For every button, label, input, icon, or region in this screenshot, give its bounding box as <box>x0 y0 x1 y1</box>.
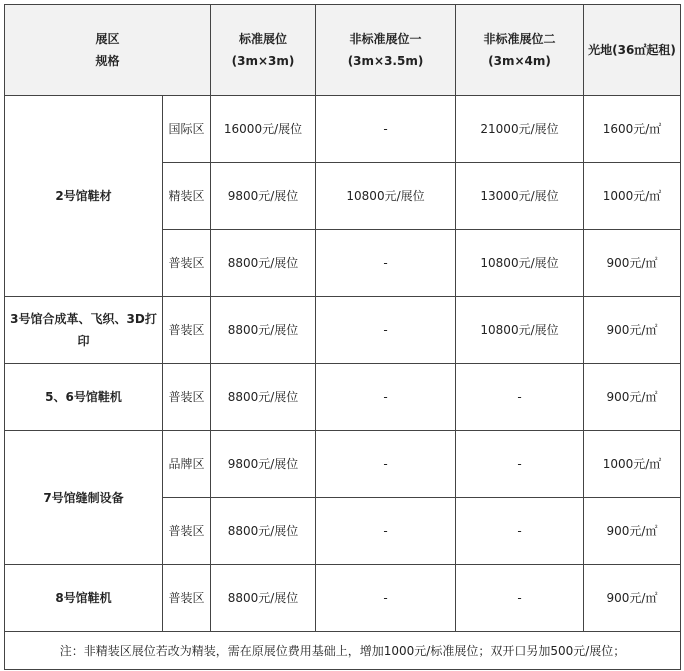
hall-group: 2号馆鞋材 <box>5 96 163 297</box>
price-cell: - <box>456 431 584 498</box>
price-cell: 10800元/展位 <box>316 163 456 230</box>
price-cell: 900元/㎡ <box>584 498 681 565</box>
table-row <box>5 431 681 498</box>
price-cell: 8800元/展位 <box>211 297 316 364</box>
price-cell: - <box>456 364 584 431</box>
price-cell: 13000元/展位 <box>456 163 584 230</box>
price-cell: 900元/㎡ <box>584 230 681 297</box>
hall-group: 5、6号馆鞋机 <box>5 364 163 431</box>
zone-cell: 普装区 <box>163 565 211 632</box>
zone-cell: 普装区 <box>163 297 211 364</box>
price-cell: 900元/㎡ <box>584 565 681 632</box>
table-row <box>5 565 681 632</box>
price-cell: - <box>316 297 456 364</box>
corner-label-zone: 展区 <box>95 32 120 46</box>
table-row <box>5 297 681 364</box>
price-cell: - <box>316 431 456 498</box>
price-cell: - <box>316 230 456 297</box>
price-cell: - <box>316 364 456 431</box>
zone-cell: 普装区 <box>163 230 211 297</box>
price-cell: 9800元/展位 <box>211 163 316 230</box>
price-cell: 1600元/㎡ <box>584 96 681 163</box>
price-cell: - <box>456 498 584 565</box>
price-cell: 8800元/展位 <box>211 498 316 565</box>
note-row <box>5 632 681 670</box>
price-cell: 10800元/展位 <box>456 230 584 297</box>
col-header-nonstandard-1: 非标准展位一(3m×3.5m) <box>316 5 456 96</box>
price-cell: 1000元/㎡ <box>584 163 681 230</box>
price-cell: 8800元/展位 <box>211 364 316 431</box>
corner-header <box>5 5 211 96</box>
price-cell: 10800元/展位 <box>456 297 584 364</box>
price-cell: 1000元/㎡ <box>584 431 681 498</box>
zone-cell: 普装区 <box>163 498 211 565</box>
price-cell: - <box>456 565 584 632</box>
price-cell: 8800元/展位 <box>211 565 316 632</box>
note-text: 注：非精装区展位若改为精装，需在原展位费用基础上，增加1000元/标准展位；双开口另加500元/展位； <box>5 632 681 670</box>
zone-cell: 普装区 <box>163 364 211 431</box>
corner-label-spec: 规格 <box>95 54 120 68</box>
hall-group: 7号馆缝制设备 <box>5 431 163 565</box>
price-cell: - <box>316 498 456 565</box>
zone-cell: 国际区 <box>163 96 211 163</box>
price-cell: - <box>316 565 456 632</box>
hall-group: 8号馆鞋机 <box>5 565 163 632</box>
header-row <box>5 5 681 96</box>
price-cell: 8800元/展位 <box>211 230 316 297</box>
col-header-standard: 标准展位(3m×3m) <box>211 5 316 96</box>
price-cell: 900元/㎡ <box>584 297 681 364</box>
price-cell: 21000元/展位 <box>456 96 584 163</box>
price-table <box>4 4 681 670</box>
table-row <box>5 96 681 163</box>
zone-cell: 品牌区 <box>163 431 211 498</box>
price-cell: 9800元/展位 <box>211 431 316 498</box>
table-row <box>5 364 681 431</box>
price-cell: 16000元/展位 <box>211 96 316 163</box>
price-cell: - <box>316 96 456 163</box>
hall-group: 3号馆合成革、飞织、3D打印 <box>5 297 163 364</box>
col-header-raw-space: 光地(36㎡起租) <box>584 5 681 96</box>
price-cell: 900元/㎡ <box>584 364 681 431</box>
zone-cell: 精装区 <box>163 163 211 230</box>
col-header-nonstandard-2: 非标准展位二(3m×4m) <box>456 5 584 96</box>
